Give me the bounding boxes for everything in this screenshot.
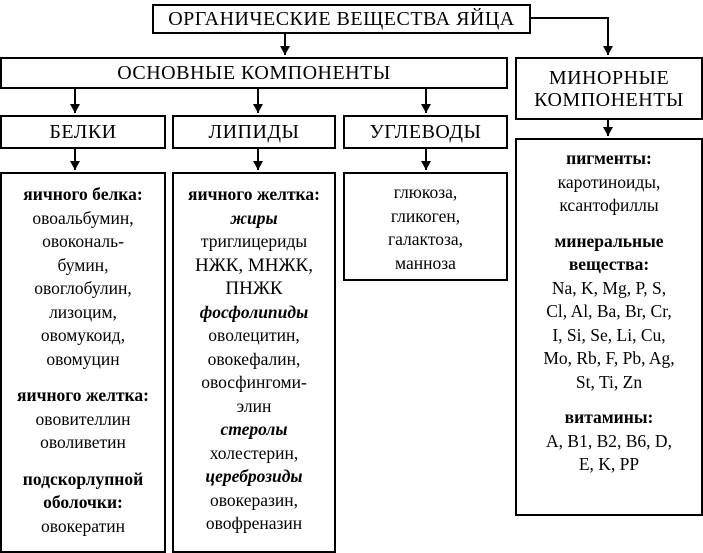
proteins-content <box>0 172 166 553</box>
minor-minerals-heading-1: минеральные <box>554 230 664 251</box>
list-item: лизоцим, <box>49 301 117 322</box>
lipids-cerebrosides-heading: цереброзиды <box>205 466 303 486</box>
list-item: овокератин <box>41 515 125 536</box>
proteins-white-heading: яичного белка: <box>23 184 143 204</box>
list-item: Na, K, Mg, P, S, <box>551 277 667 298</box>
lipids-sterols-heading: стеролы <box>220 419 288 439</box>
list-item: манноза <box>395 252 456 273</box>
list-item: овоглобулин, <box>34 278 132 298</box>
list-item: овокеразин, <box>209 489 298 510</box>
list-item: овомуцин <box>46 348 120 369</box>
minor-label-line-2: КОМПОНЕНТЫ <box>534 88 684 111</box>
list-item: ововителлин <box>35 408 131 429</box>
list-item: E, K, PP <box>578 454 640 474</box>
list-item: холестерин, <box>209 442 299 463</box>
main-components-box <box>0 57 508 89</box>
carbs-content <box>343 172 508 281</box>
list-item: овоальбумин, <box>32 207 134 228</box>
main-components-label: ОСНОВНЫЕ КОМПОНЕНТЫ <box>117 62 391 84</box>
list-item: овокональ- <box>42 231 124 251</box>
minor-content <box>515 138 703 516</box>
proteins-yolk-heading: яичного желтка: <box>17 385 149 405</box>
minor-components-box <box>515 57 703 120</box>
title-box <box>152 4 531 34</box>
list-item: ПНЖК <box>225 278 283 299</box>
list-item: оволецитин, <box>208 325 300 345</box>
list-item: галактоза, <box>387 229 464 249</box>
lipids-fats-heading: жиры <box>230 207 278 228</box>
list-item: St, Ti, Zn <box>575 371 643 392</box>
list-item: бумин, <box>57 254 109 275</box>
list-item: I, Si, Se, Li, Cu, <box>552 324 666 345</box>
carbs-label: УГЛЕВОДЫ <box>369 121 482 143</box>
minor-vitamins-heading: витамины: <box>564 407 654 427</box>
minor-label-line-1: МИНОРНЫЕ <box>548 66 670 89</box>
list-item: овомукоид, <box>40 325 126 345</box>
list-item: НЖК, МНЖК, <box>195 254 313 276</box>
list-item: овокефалин, <box>207 348 301 369</box>
list-item: овофреназин <box>205 513 303 533</box>
list-item: Mo, Rb, F, Pb, Ag, <box>543 348 675 368</box>
list-item: триглицериды <box>200 231 308 251</box>
lipids-phospholipids-heading: фосфолипиды <box>199 301 309 322</box>
lipids-heading: яичного желтка: <box>188 184 320 204</box>
list-item: гликоген, <box>390 205 461 226</box>
proteins-label: БЕЛКИ <box>49 121 117 143</box>
list-item: глюкоза, <box>393 182 458 202</box>
proteins-shell-heading-2: оболочки: <box>43 492 123 512</box>
list-item: элин <box>236 395 272 416</box>
list-item: овосфингоми- <box>201 372 307 392</box>
list-item: каротиноиды, <box>557 171 661 192</box>
carbs-box <box>343 115 508 149</box>
title: ОРГАНИЧЕСКИЕ ВЕЩЕСТВА ЯЙЦА <box>168 8 515 30</box>
proteins-box <box>0 115 166 149</box>
lipids-box <box>172 115 336 149</box>
list-item: Cl, Al, Ba, Br, Cr, <box>546 301 672 321</box>
lipids-label: ЛИПИДЫ <box>208 121 300 143</box>
proteins-shell-heading-1: подскорлупной <box>22 468 144 489</box>
minor-minerals-heading-2: вещества: <box>568 254 650 274</box>
lipids-content <box>172 172 336 553</box>
list-item: ксантофиллы <box>559 195 659 215</box>
minor-pigments-heading: пигменты: <box>566 148 652 168</box>
list-item: оволиветин <box>40 432 126 452</box>
list-item: A, B1, B2, B6, D, <box>546 430 672 451</box>
